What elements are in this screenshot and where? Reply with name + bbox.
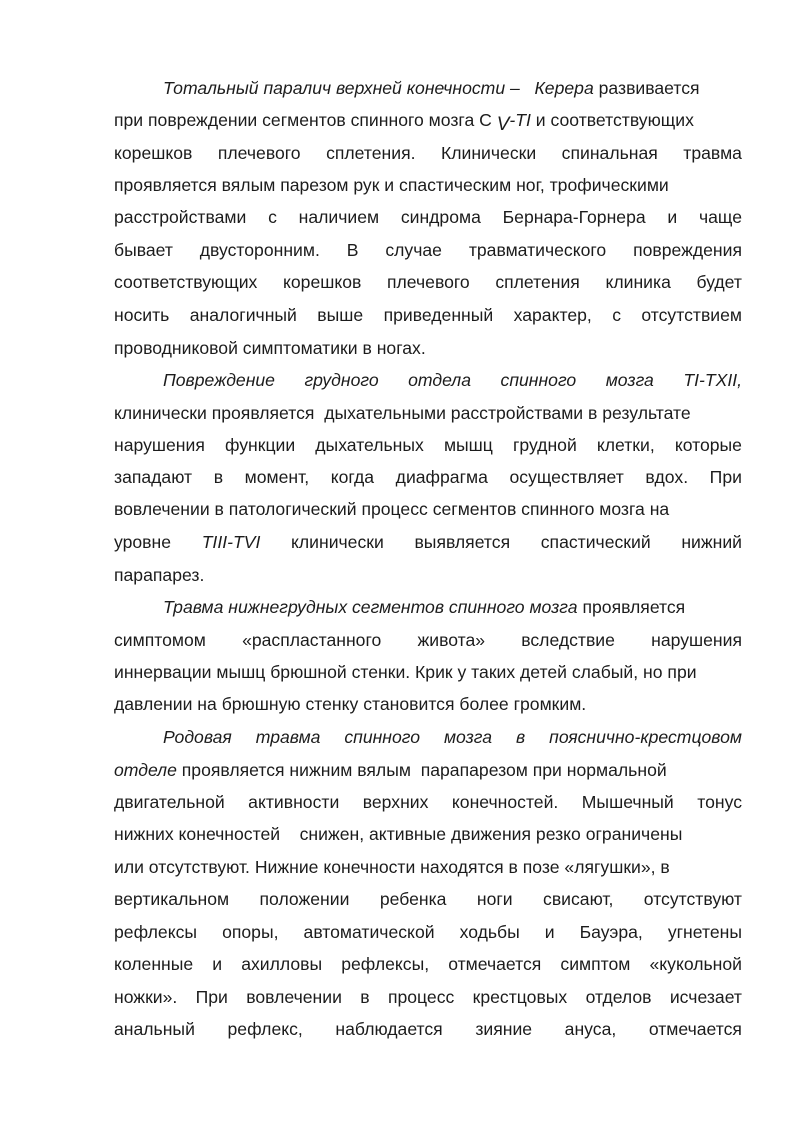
paragraph-2-line-5: вовлечении в патологический процесс сегментов спинного мозга на — [114, 499, 670, 519]
paragraph-2-line-1: Повреждение грудного отдела спинного мозга TI-TXII, — [163, 370, 742, 390]
paragraph-3-line-3: иннервации мышц брюшной стенки. Крик у таких детей слабый, но при — [114, 662, 697, 682]
paragraph-2-line-7: парапарез. — [114, 565, 205, 585]
paragraph-4-line-7: рефлексы опоры, автоматической ходьбы и Бауэра, угнетены — [114, 922, 742, 942]
segment-range-tiii-tvi: TIII-TVI — [201, 532, 261, 552]
paragraph-1-line-2: при повреждении сегментов спинного мозга С V-TI и соответствующих — [114, 110, 694, 135]
paragraph-4-line-10: анальный рефлекс, наблюдается зияние ануса, отмечается — [114, 1019, 742, 1039]
paragraph-2-line-4: западают в момент, когда диафрагма осуществляет вдох. При — [114, 467, 742, 487]
paragraph-2-line-3: нарушения функции дыхательных мышц грудной клетки, которые — [114, 435, 742, 455]
paragraph-1-line-5: расстройствами с наличием синдрома Бернара-Горнера и чаще — [114, 207, 742, 227]
segment-subscript: V — [496, 114, 510, 135]
paragraph-1-line-1: Тотальный паралич верхней конечности – Керера развивается — [163, 78, 700, 98]
paragraph-3-line-2: симптомом «распластанного живота» вследствие нарушения — [114, 630, 742, 650]
paragraph-4-line-9: ножки». При вовлечении в процесс крестцовых отделов исчезает — [114, 987, 742, 1007]
paragraph-4-line-3: двигательной активности верхних конечностей. Мышечный тонус — [114, 792, 742, 812]
paragraph-4-line-2: отделе проявляется нижним вялым парапарезом при нормальной — [114, 760, 667, 780]
paragraph-1-line-3: корешков плечевого сплетения. Клинически спинальная травма — [114, 143, 742, 163]
paragraph-4-line-4: нижних конечностей снижен, активные движения резко ограничены — [114, 824, 683, 844]
paragraph-2-line-2: клинически проявляется дыхательными расстройствами в результате — [114, 403, 691, 423]
paragraph-1-line-4: проявляется вялым парезом рук и спастическим ног, трофическими — [114, 175, 669, 195]
paragraph-4-line-5: или отсутствуют. Нижние конечности находятся в позе «лягушки», в — [114, 857, 670, 877]
paragraph-1-line-6: бывает двусторонним. В случае травматического повреждения — [114, 240, 742, 260]
paragraph-4-line-8: коленные и ахилловы рефлексы, отмечается симптом «кукольной — [114, 954, 742, 974]
paragraph-4-line-1: Родовая травма спинного мозга в пояснично-крестцовом — [163, 727, 742, 747]
paragraph-3-line-1: Травма нижнегрудных сегментов спинного мозга проявляется — [163, 597, 686, 617]
paragraph-3-line-4: давлении на брюшную стенку становится более громким. — [114, 694, 587, 714]
paragraph-2-line-6: уровне TIII-TVI клинически выявляется спастический нижний — [114, 532, 742, 552]
paragraph-1-line-9: проводниковой симптоматики в ногах. — [114, 338, 426, 358]
term-total-paralysis: Тотальный паралич верхней конечности – Керера — [163, 78, 594, 98]
paragraph-1-line-7: соответствующих корешков плечевого сплетения клиника будет — [114, 272, 742, 292]
paragraph-1-line-8: носить аналогичный выше приведенный характер, с отсутствием — [114, 305, 742, 325]
paragraph-4-line-6: вертикальном положении ребенка ноги свисают, отсутствуют — [114, 889, 742, 909]
